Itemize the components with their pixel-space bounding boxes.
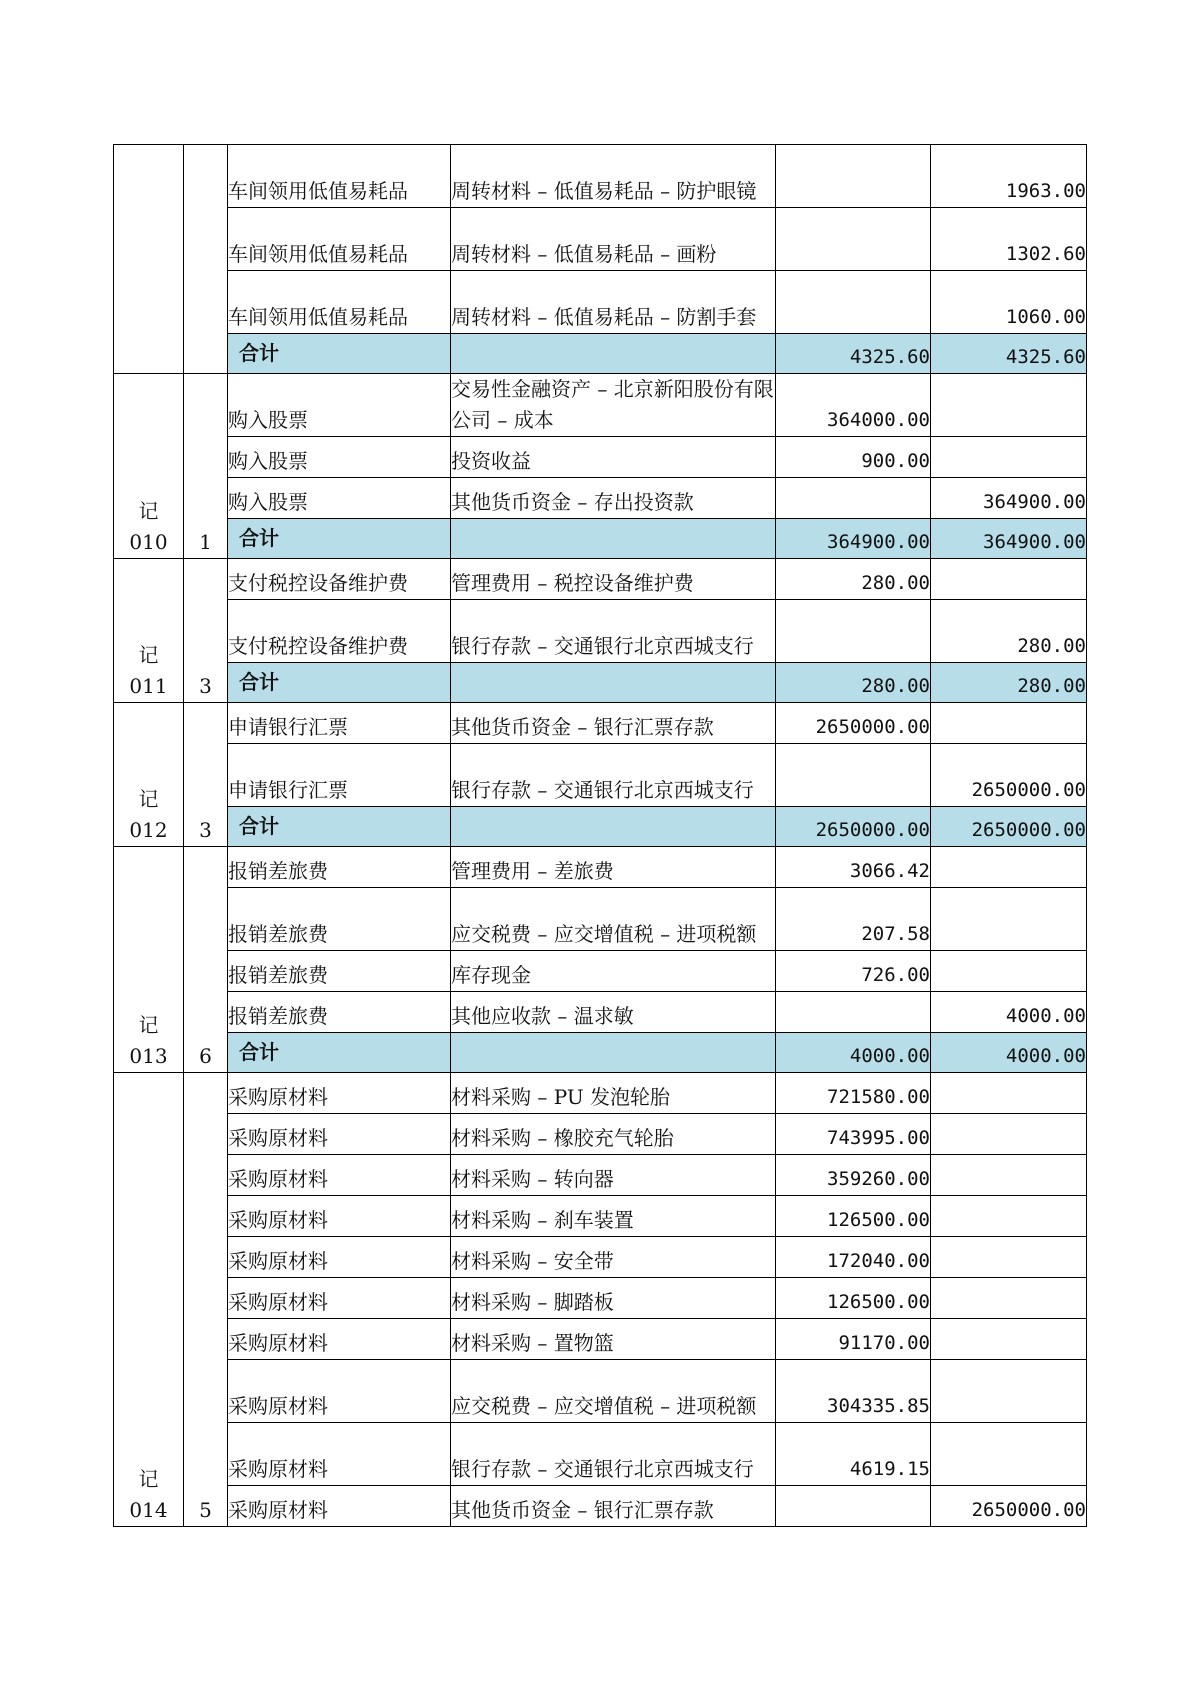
account-cell: 材料采购 – 安全带 <box>451 1237 776 1278</box>
summary-cell: 采购原材料 <box>228 1073 451 1114</box>
credit-amount <box>931 1423 1087 1486</box>
entry-row <box>114 437 1087 478</box>
entry-row <box>114 208 1087 271</box>
voucher-number: 013 <box>129 1044 168 1068</box>
voucher-prefix: 记 <box>138 787 159 811</box>
debit-amount <box>776 271 931 334</box>
total-account-empty <box>451 663 776 703</box>
entry-row <box>114 1237 1087 1278</box>
account-cell: 材料采购 – 橡胶充气轮胎 <box>451 1114 776 1155</box>
debit-amount: 126500.00 <box>776 1278 931 1319</box>
debit-amount: 721580.00 <box>776 1073 931 1114</box>
entry-row <box>114 1196 1087 1237</box>
entry-row <box>114 888 1087 951</box>
total-account-empty <box>451 1033 776 1073</box>
total-credit: 4325.60 <box>931 334 1087 374</box>
summary-cell: 采购原材料 <box>228 1486 451 1527</box>
voucher-number-cell <box>114 559 184 703</box>
summary-cell: 车间领用低值易耗品 <box>228 271 451 334</box>
debit-amount: 304335.85 <box>776 1360 931 1423</box>
journal-voucher-table <box>113 144 1087 1527</box>
credit-amount <box>931 1360 1087 1423</box>
total-label: 合计 <box>228 807 451 847</box>
debit-amount: 726.00 <box>776 951 931 992</box>
voucher-number: 014 <box>129 1498 168 1522</box>
total-row <box>114 663 1087 703</box>
summary-cell: 采购原材料 <box>228 1319 451 1360</box>
credit-amount <box>931 888 1087 951</box>
total-debit: 2650000.00 <box>776 807 931 847</box>
voucher-number-cell <box>114 1073 184 1527</box>
summary-cell: 支付税控设备维护费 <box>228 600 451 663</box>
account-cell: 周转材料 – 低值易耗品 – 防割手套 <box>451 271 776 334</box>
debit-amount <box>776 744 931 807</box>
entry-row <box>114 703 1087 744</box>
debit-amount: 359260.00 <box>776 1155 931 1196</box>
summary-cell: 采购原材料 <box>228 1196 451 1237</box>
entry-row <box>114 478 1087 519</box>
account-cell: 材料采购 – 转向器 <box>451 1155 776 1196</box>
debit-amount: 900.00 <box>776 437 931 478</box>
credit-amount <box>931 951 1087 992</box>
account-cell: 其他货币资金 – 存出投资款 <box>451 478 776 519</box>
debit-amount <box>776 992 931 1033</box>
summary-cell: 采购原材料 <box>228 1114 451 1155</box>
credit-amount <box>931 703 1087 744</box>
debit-amount <box>776 478 931 519</box>
entry-row <box>114 1486 1087 1527</box>
total-credit: 4000.00 <box>931 1033 1087 1073</box>
total-row <box>114 807 1087 847</box>
account-cell: 银行存款 – 交通银行北京西城支行 <box>451 1423 776 1486</box>
debit-amount: 4619.15 <box>776 1423 931 1486</box>
summary-cell: 报销差旅费 <box>228 888 451 951</box>
debit-amount <box>776 208 931 271</box>
account-cell: 管理费用 – 税控设备维护费 <box>451 559 776 600</box>
debit-amount: 3066.42 <box>776 847 931 888</box>
entry-row <box>114 1155 1087 1196</box>
entry-row <box>114 271 1087 334</box>
account-cell: 库存现金 <box>451 951 776 992</box>
credit-amount <box>931 1196 1087 1237</box>
summary-cell: 申请银行汇票 <box>228 744 451 807</box>
total-label: 合计 <box>228 1033 451 1073</box>
voucher-number: 011 <box>129 674 168 698</box>
entry-row <box>114 1114 1087 1155</box>
entry-row <box>114 559 1087 600</box>
credit-amount <box>931 1114 1087 1155</box>
summary-cell: 车间领用低值易耗品 <box>228 145 451 208</box>
entry-row <box>114 145 1087 208</box>
credit-amount: 280.00 <box>931 600 1087 663</box>
account-cell: 材料采购 – PU 发泡轮胎 <box>451 1073 776 1114</box>
total-account-empty <box>451 807 776 847</box>
credit-amount <box>931 437 1087 478</box>
attachment-count: 1 <box>184 374 228 559</box>
total-row <box>114 519 1087 559</box>
credit-amount <box>931 1278 1087 1319</box>
account-cell: 其他货币资金 – 银行汇票存款 <box>451 1486 776 1527</box>
total-row <box>114 334 1087 374</box>
debit-amount: 126500.00 <box>776 1196 931 1237</box>
entry-row <box>114 600 1087 663</box>
journal-voucher-body <box>114 145 1087 1527</box>
debit-amount: 172040.00 <box>776 1237 931 1278</box>
voucher-number: 012 <box>129 818 168 842</box>
summary-cell: 采购原材料 <box>228 1423 451 1486</box>
entry-row <box>114 374 1087 437</box>
total-label: 合计 <box>228 334 451 374</box>
credit-amount: 4000.00 <box>931 992 1087 1033</box>
credit-amount: 1060.00 <box>931 271 1087 334</box>
account-cell: 其他货币资金 – 银行汇票存款 <box>451 703 776 744</box>
summary-cell: 采购原材料 <box>228 1237 451 1278</box>
credit-amount: 364900.00 <box>931 478 1087 519</box>
entry-row <box>114 992 1087 1033</box>
summary-cell: 购入股票 <box>228 478 451 519</box>
total-debit: 280.00 <box>776 663 931 703</box>
total-debit: 364900.00 <box>776 519 931 559</box>
credit-amount <box>931 374 1087 437</box>
voucher-number-cell <box>114 374 184 559</box>
attachment-count: 5 <box>184 1073 228 1527</box>
total-label: 合计 <box>228 519 451 559</box>
debit-amount: 207.58 <box>776 888 931 951</box>
summary-cell: 采购原材料 <box>228 1360 451 1423</box>
account-cell: 管理费用 – 差旅费 <box>451 847 776 888</box>
entry-row <box>114 847 1087 888</box>
credit-amount <box>931 1155 1087 1196</box>
account-cell: 材料采购 – 脚踏板 <box>451 1278 776 1319</box>
attachment-count: 6 <box>184 847 228 1073</box>
voucher-prefix: 记 <box>138 499 159 523</box>
total-debit: 4325.60 <box>776 334 931 374</box>
attachment-count <box>184 145 228 374</box>
account-cell: 应交税费 – 应交增值税 – 进项税额 <box>451 1360 776 1423</box>
account-cell: 银行存款 – 交通银行北京西城支行 <box>451 600 776 663</box>
entry-row <box>114 951 1087 992</box>
total-credit: 2650000.00 <box>931 807 1087 847</box>
credit-amount <box>931 1073 1087 1114</box>
voucher-prefix: 记 <box>138 1013 159 1037</box>
voucher-prefix: 记 <box>138 643 159 667</box>
account-cell: 应交税费 – 应交增值税 – 进项税额 <box>451 888 776 951</box>
summary-cell: 车间领用低值易耗品 <box>228 208 451 271</box>
debit-amount: 91170.00 <box>776 1319 931 1360</box>
attachment-count: 3 <box>184 703 228 847</box>
credit-amount: 1302.60 <box>931 208 1087 271</box>
total-debit: 4000.00 <box>776 1033 931 1073</box>
total-label: 合计 <box>228 663 451 703</box>
entry-row <box>114 744 1087 807</box>
total-account-empty <box>451 519 776 559</box>
voucher-number-cell <box>114 847 184 1073</box>
summary-cell: 采购原材料 <box>228 1278 451 1319</box>
total-credit: 364900.00 <box>931 519 1087 559</box>
attachment-count: 3 <box>184 559 228 703</box>
summary-cell: 报销差旅费 <box>228 847 451 888</box>
summary-cell: 支付税控设备维护费 <box>228 559 451 600</box>
entry-row <box>114 1319 1087 1360</box>
summary-cell: 申请银行汇票 <box>228 703 451 744</box>
summary-cell: 购入股票 <box>228 437 451 478</box>
debit-amount <box>776 1486 931 1527</box>
summary-cell: 报销差旅费 <box>228 951 451 992</box>
summary-cell: 购入股票 <box>228 374 451 437</box>
total-account-empty <box>451 334 776 374</box>
total-credit: 280.00 <box>931 663 1087 703</box>
debit-amount: 2650000.00 <box>776 703 931 744</box>
account-cell: 材料采购 – 刹车装置 <box>451 1196 776 1237</box>
total-row <box>114 1033 1087 1073</box>
summary-cell: 报销差旅费 <box>228 992 451 1033</box>
account-cell: 周转材料 – 低值易耗品 – 画粉 <box>451 208 776 271</box>
account-cell: 周转材料 – 低值易耗品 – 防护眼镜 <box>451 145 776 208</box>
voucher-number: 010 <box>129 530 168 554</box>
entry-row <box>114 1423 1087 1486</box>
voucher-prefix: 记 <box>138 1467 159 1491</box>
credit-amount <box>931 847 1087 888</box>
entry-row <box>114 1073 1087 1114</box>
credit-amount: 1963.00 <box>931 145 1087 208</box>
credit-amount <box>931 559 1087 600</box>
account-cell: 银行存款 – 交通银行北京西城支行 <box>451 744 776 807</box>
debit-amount: 364000.00 <box>776 374 931 437</box>
entry-row <box>114 1278 1087 1319</box>
voucher-number-cell <box>114 703 184 847</box>
debit-amount <box>776 600 931 663</box>
account-cell: 投资收益 <box>451 437 776 478</box>
debit-amount: 280.00 <box>776 559 931 600</box>
credit-amount: 2650000.00 <box>931 1486 1087 1527</box>
account-cell: 其他应收款 – 温求敏 <box>451 992 776 1033</box>
debit-amount <box>776 145 931 208</box>
entry-row <box>114 1360 1087 1423</box>
summary-cell: 采购原材料 <box>228 1155 451 1196</box>
account-cell: 交易性金融资产 – 北京新阳股份有限公司 – 成本 <box>451 374 776 437</box>
debit-amount: 743995.00 <box>776 1114 931 1155</box>
voucher-number-cell <box>114 145 184 374</box>
credit-amount <box>931 1319 1087 1360</box>
credit-amount <box>931 1237 1087 1278</box>
account-cell: 材料采购 – 置物篮 <box>451 1319 776 1360</box>
credit-amount: 2650000.00 <box>931 744 1087 807</box>
